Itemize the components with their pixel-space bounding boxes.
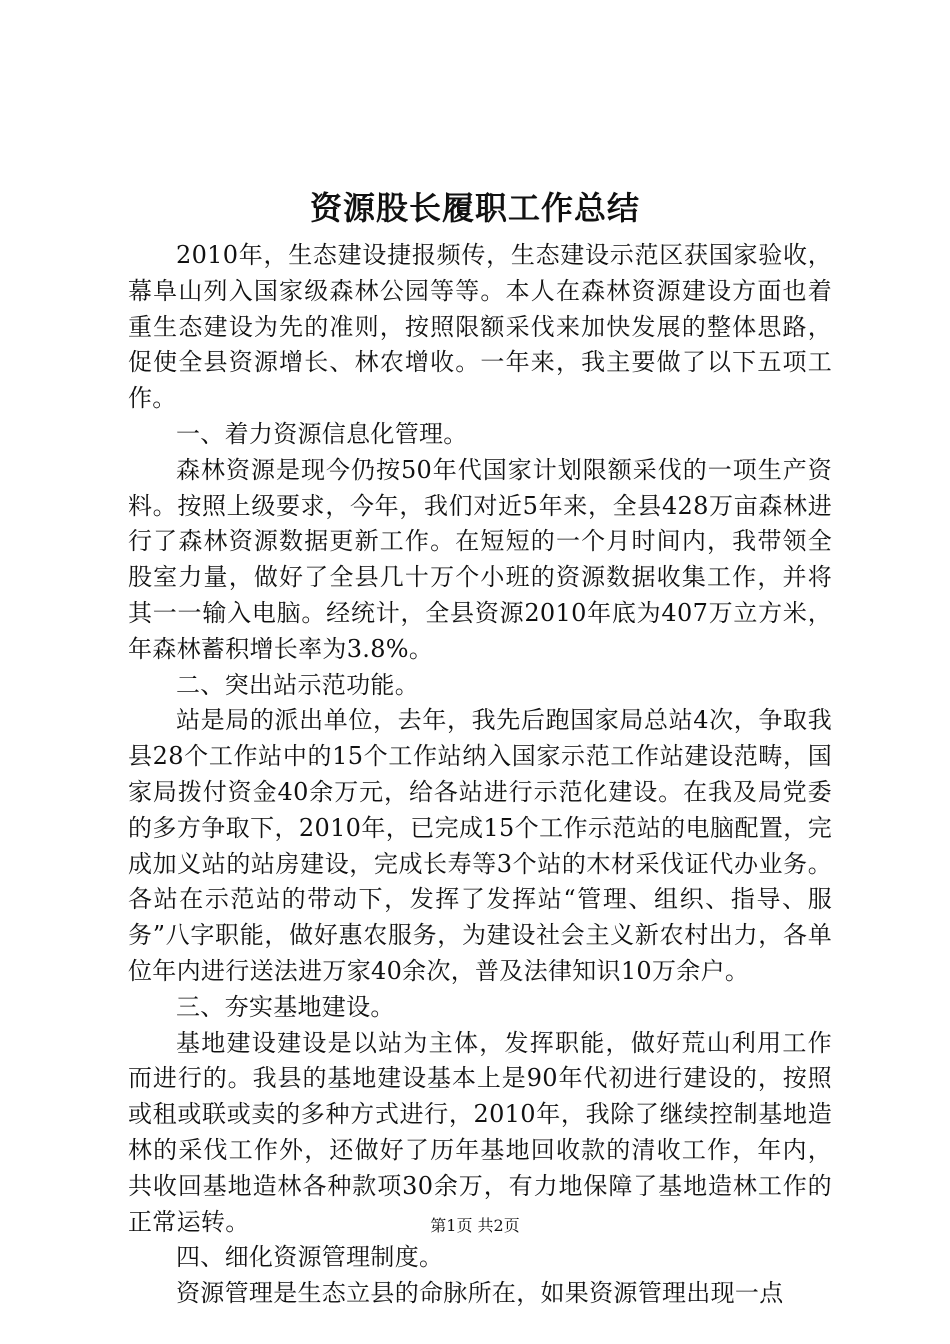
paragraph-section-2: 站是局的派出单位，去年，我先后跑国家局总站4次，争取我县28个工作站中的15个工作站纳入国家示范工作站建设范畴，国家局拨付资金40余万元，给各站进行示范化建设。在我及局党委的多方争取下，2010年，已完成15个工作示范站的电脑配置，完成加义站的站房建设，完成长寿等3个站的木材采伐证代办业务。各站在示范站的带动下，发挥了发挥站“管理、组织、指导、服务”八字职能，做好惠农服务，为建设社会主义新农村出力，各单位年内进行送法进万家40余次，普及法律知识10万余户。 [128,706,832,985]
paragraph-section-1: 森林资源是现今仍按50年代国家计划限额采伐的一项生产资料。按照上级要求，今年，我们对近5年来，全县428万亩森林进行了森林资源数据更新工作。在短短的一个月时间内，我带领全股室力量，做好了全县几十万个小班的资源数据收集工作，并将其一一输入电脑。经统计，全县资源2010年底为407万立方米，年森林蓄积增长率为3.8%。 [128,455,832,663]
section-heading-1: 一、着力资源信息化管理。 [176,419,468,448]
section-heading-4: 四、细化资源管理制度。 [176,1243,444,1272]
page-footer: 第1页 共2页 [430,1216,520,1235]
paragraph-section-4: 资源管理是生态立县的命脉所在，如果资源管理出现一点 [176,1279,784,1308]
paragraph-intro: 2010年，生态建设捷报频传，生态建设示范区获国家验收，幕阜山列入国家级森林公园等等。本人在森林资源建设方面也着重生态建设为先的准则，按照限额采伐来加快发展的整体思路，促使全县资源增长、林农增收。一年来，我主要做了以下五项工作。 [128,241,832,413]
document-title: 资源股长履职工作总结 [309,189,640,227]
document-body [128,238,832,1312]
paragraph-section-3: 基地建设建设是以站为主体，发挥职能，做好荒山利用工作而进行的。我县的基地建设基本上是90年代初进行建设的，按照或租或联或卖的多种方式进行，2010年，我除了继续控制基地造林的采伐工作外，还做好了历年基地回收款的清收工作，年内，共收回基地造林各种款项30余万，有力地保障了基地造林工作的正常运转。 [128,1028,832,1236]
section-heading-2: 二、突出站示范功能。 [176,670,419,699]
section-heading-3: 三、夯实基地建设。 [176,992,395,1021]
